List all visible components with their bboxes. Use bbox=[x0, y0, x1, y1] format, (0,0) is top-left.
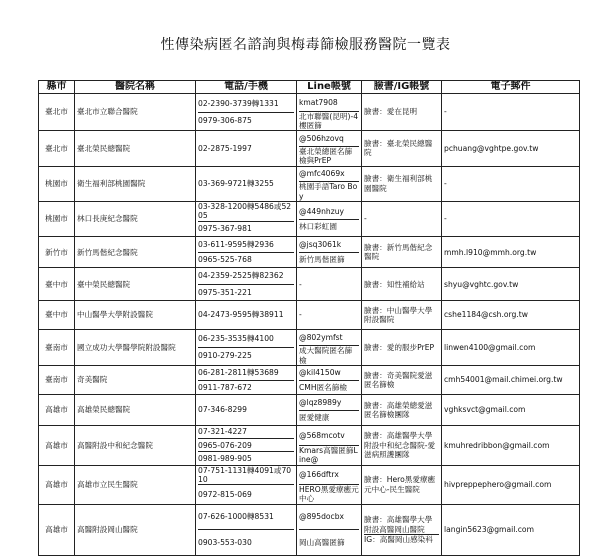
facebook-ig-line: 臉書：Hero黑愛療癒元中心-民生醫院 bbox=[364, 475, 436, 494]
line-account-cell-line: @506hzovq bbox=[299, 133, 344, 143]
facebook-ig-line: - bbox=[364, 214, 367, 224]
line-account-cell bbox=[297, 268, 362, 301]
phone-cell-line: 0981-989-905 bbox=[198, 451, 294, 464]
line-account-cell bbox=[297, 94, 362, 131]
phone-cell-line: 03-328-1200轉5486或5205 bbox=[198, 201, 292, 221]
city-cell: 高雄市 bbox=[39, 465, 75, 504]
table-row bbox=[39, 268, 580, 301]
table-row bbox=[39, 395, 580, 426]
line-account-cell-line: 岡山高醫匿篩 bbox=[299, 529, 359, 555]
line-account-cell bbox=[297, 237, 362, 268]
line-account-cell-line: @kil4150w bbox=[299, 368, 341, 378]
header-hospital: 醫院名稱 bbox=[75, 81, 196, 94]
phone-cell bbox=[196, 301, 297, 330]
hospital-name-cell: 臺北榮民總醫院 bbox=[75, 131, 196, 166]
facebook-ig-line: IG：高醫岡山感染科 bbox=[364, 534, 439, 544]
hospital-table bbox=[38, 80, 580, 556]
city-cell: 臺南市 bbox=[39, 366, 75, 395]
hospital-name-cell: 中山醫學大學附設醫院 bbox=[75, 301, 196, 330]
facebook-ig-line: 臉書：知性補給站 bbox=[364, 279, 425, 289]
line-account-cell-line: @166dftrx bbox=[299, 470, 339, 480]
line-account-cell-line: - bbox=[299, 279, 302, 289]
phone-cell-line: 02-2875-1997 bbox=[198, 143, 252, 153]
line-account-cell bbox=[297, 166, 362, 201]
table-header-row bbox=[39, 81, 580, 94]
hospital-name-cell: 高雄榮民總醫院 bbox=[75, 395, 196, 426]
phone-cell-line: 0979-306-875 bbox=[198, 112, 294, 130]
facebook-ig-cell bbox=[362, 166, 442, 201]
city-cell: 高雄市 bbox=[39, 395, 75, 426]
phone-cell bbox=[196, 329, 297, 365]
line-account-cell-line: Kmars高醫匿篩Line@ bbox=[299, 445, 358, 465]
line-account-cell-line: 桃園手語Taro Boy bbox=[299, 182, 358, 201]
facebook-ig-cell bbox=[362, 366, 442, 395]
phone-cell bbox=[196, 426, 297, 465]
phone-cell-line: 0975-351-221 bbox=[198, 284, 294, 301]
phone-cell bbox=[196, 166, 297, 201]
table-row bbox=[39, 465, 580, 504]
phone-cell-line: 0972-815-069 bbox=[198, 484, 294, 504]
line-account-cell-line: @895docbx bbox=[299, 512, 345, 522]
hospital-name-cell: 國立成功大學醫學院附設醫院 bbox=[75, 329, 196, 365]
email-cell: hivpreppephero@gmail.com bbox=[442, 465, 580, 504]
phone-cell bbox=[196, 201, 297, 236]
header-city: 縣市 bbox=[39, 81, 75, 94]
facebook-ig-cell bbox=[362, 268, 442, 301]
city-cell: 桃園市 bbox=[39, 201, 75, 236]
table-row bbox=[39, 201, 580, 236]
email-cell: mmh.l910@mmh.org.tw bbox=[442, 237, 580, 268]
facebook-ig-cell bbox=[362, 329, 442, 365]
facebook-ig-cell bbox=[362, 237, 442, 268]
facebook-ig-line: 臉書：高雄醫學大學附設高醫岡山醫院 bbox=[364, 515, 433, 534]
hospital-name-cell: 臺中榮民總醫院 bbox=[75, 268, 196, 301]
line-account-cell-line: HERO黑愛療癒元中心 bbox=[299, 485, 359, 504]
table-row bbox=[39, 366, 580, 395]
phone-cell bbox=[196, 395, 297, 426]
email-cell: cmh54001@mail.chimei.org.tw bbox=[442, 366, 580, 395]
hospital-name-cell: 衛生福利部桃園醫院 bbox=[75, 166, 196, 201]
phone-cell bbox=[196, 237, 297, 268]
phone-cell bbox=[196, 465, 297, 504]
facebook-ig-cell bbox=[362, 395, 442, 426]
facebook-ig-line: 臉書：新竹馬偕紀念醫院 bbox=[364, 242, 433, 262]
hospital-name-cell: 林口長庚紀念醫院 bbox=[75, 201, 196, 236]
facebook-ig-line: 臉書：高雄醫學大學附設中和紀念醫院-愛滋病照護團隊 bbox=[364, 431, 436, 459]
hospital-name-cell: 高醫附設岡山醫院 bbox=[75, 504, 196, 555]
table-row bbox=[39, 329, 580, 365]
phone-cell-line: 04-2473-9595轉38911 bbox=[198, 310, 284, 320]
phone-cell-line: 07-321-4227 bbox=[198, 427, 247, 437]
line-account-cell bbox=[297, 465, 362, 504]
facebook-ig-cell bbox=[362, 465, 442, 504]
line-account-cell bbox=[297, 131, 362, 166]
line-account-cell-line: CMH匿名篩檢 bbox=[299, 380, 359, 395]
header-phone: 電話/手機 bbox=[196, 81, 297, 94]
phone-cell-line: 0903-553-030 bbox=[198, 529, 294, 555]
email-cell: linwen4100@gmail.com bbox=[442, 329, 580, 365]
city-cell: 臺北市 bbox=[39, 131, 75, 166]
phone-cell-line: 07-346-8299 bbox=[198, 405, 247, 415]
facebook-ig-line: 臉書：臺北榮民總醫院 bbox=[364, 139, 433, 158]
line-account-cell-line: 臺北榮總匿名篩檢與PrEP bbox=[299, 146, 359, 166]
email-cell: kmuhredribbon@gmail.com bbox=[442, 426, 580, 465]
email-cell: shyu@vghtc.gov.tw bbox=[442, 268, 580, 301]
facebook-ig-line: 臉書：愛在昆明 bbox=[364, 107, 418, 117]
facebook-ig-line: 臉書：高雄榮總愛滋匿名篩檢團隊 bbox=[364, 400, 433, 420]
header-email: 電子郵件 bbox=[442, 81, 580, 94]
email-cell: langin5623@gmail.com bbox=[442, 504, 580, 555]
facebook-ig-cell bbox=[362, 426, 442, 465]
table-row bbox=[39, 131, 580, 166]
city-cell: 臺南市 bbox=[39, 329, 75, 365]
facebook-ig-line: 臉書：奇美醫院愛滋匿名篩檢 bbox=[364, 370, 433, 390]
line-account-cell-line: kmat7908 bbox=[299, 97, 338, 107]
phone-cell bbox=[196, 366, 297, 395]
page-title: 性傳染病匿名諮詢與梅毒篩檢服務醫院一覽表 bbox=[160, 37, 451, 53]
phone-cell bbox=[196, 131, 297, 166]
phone-cell bbox=[196, 94, 297, 131]
phone-cell-line: 07-626-1000轉8531 bbox=[198, 512, 274, 522]
facebook-ig-line: 臉書：中山醫學大學附設醫院 bbox=[364, 305, 433, 324]
table-row bbox=[39, 166, 580, 201]
line-account-cell-line: 新竹馬偕匿篩 bbox=[299, 252, 359, 268]
city-cell: 桃園市 bbox=[39, 166, 75, 201]
phone-cell-line: 03-611-9595轉2936 bbox=[198, 239, 274, 249]
phone-cell-line: 06-281-2811轉53689 bbox=[198, 368, 279, 378]
hospital-name-cell: 高雄市立民生醫院 bbox=[75, 465, 196, 504]
facebook-ig-cell bbox=[362, 94, 442, 131]
phone-cell-line: 0965-076-209 bbox=[198, 438, 294, 451]
facebook-ig-cell bbox=[362, 201, 442, 236]
table-row bbox=[39, 237, 580, 268]
email-cell: - bbox=[442, 201, 580, 236]
phone-cell bbox=[196, 268, 297, 301]
city-cell: 高雄市 bbox=[39, 426, 75, 465]
phone-cell-line: 02-2390-3739轉1331 bbox=[198, 98, 279, 108]
city-cell: 新竹市 bbox=[39, 237, 75, 268]
table-row bbox=[39, 94, 580, 131]
line-account-cell bbox=[297, 426, 362, 465]
phone-cell-line: 0911-787-672 bbox=[198, 380, 294, 395]
line-account-cell-line: - bbox=[299, 310, 302, 320]
email-cell: pchuang@vghtpe.gov.tw bbox=[442, 131, 580, 166]
line-account-cell-line: 成大醫院匿名篩檢 bbox=[299, 345, 359, 365]
line-account-cell-line: @mfc4069x bbox=[299, 169, 345, 179]
phone-cell-line: 06-235-3535轉4100 bbox=[198, 334, 274, 344]
facebook-ig-cell bbox=[362, 131, 442, 166]
hospital-name-cell: 臺北市立聯合醫院 bbox=[75, 94, 196, 131]
phone-cell-line: 0975-367-981 bbox=[198, 221, 294, 237]
city-cell: 臺中市 bbox=[39, 301, 75, 330]
phone-cell-line: 07-751-1131轉4091或7010 bbox=[198, 465, 292, 484]
line-account-cell-line: @802ymfst bbox=[299, 332, 343, 342]
email-cell: - bbox=[442, 166, 580, 201]
phone-cell-line: 0965-525-768 bbox=[198, 252, 294, 268]
hospital-name-cell: 新竹馬偕紀念醫院 bbox=[75, 237, 196, 268]
hospital-name-cell: 高醫附設中和紀念醫院 bbox=[75, 426, 196, 465]
line-account-cell bbox=[297, 329, 362, 365]
line-account-cell-line: @lqz8989y bbox=[299, 397, 342, 407]
city-cell: 臺中市 bbox=[39, 268, 75, 301]
facebook-ig-cell bbox=[362, 301, 442, 330]
line-account-cell-line: 北市聯醫(昆明)-4樓匿篩 bbox=[299, 111, 359, 130]
line-account-cell bbox=[297, 366, 362, 395]
header-facebook-ig: 臉書/IG帳號 bbox=[362, 81, 442, 94]
phone-cell-line: 03-369-9721轉3255 bbox=[198, 179, 274, 189]
table-row bbox=[39, 426, 580, 465]
table-row bbox=[39, 301, 580, 330]
phone-cell-line: 04-2359-2525轉82362 bbox=[198, 271, 284, 281]
email-cell: vghksvct@gmail.com bbox=[442, 395, 580, 426]
line-account-cell bbox=[297, 395, 362, 426]
line-account-cell bbox=[297, 201, 362, 236]
email-cell: cshe1184@csh.org.tw bbox=[442, 301, 580, 330]
hospital-name-cell: 奇美醫院 bbox=[75, 366, 196, 395]
city-cell: 高雄市 bbox=[39, 504, 75, 555]
line-account-cell-line: 林口彩虹園 bbox=[299, 219, 359, 235]
header-line: Line帳號 bbox=[297, 81, 362, 94]
line-account-cell-line: @568mcotv bbox=[299, 430, 345, 440]
facebook-ig-line: 臉書：愛的服步PrEP bbox=[364, 342, 435, 352]
line-account-cell-line: @449nhzuy bbox=[299, 206, 345, 216]
line-account-cell bbox=[297, 301, 362, 330]
line-account-cell-line: 匿愛健康 bbox=[299, 410, 359, 426]
facebook-ig-line: 臉書：衛生福利部桃園醫院 bbox=[364, 174, 433, 193]
phone-cell-line: 0910-279-225 bbox=[198, 347, 294, 364]
city-cell: 臺北市 bbox=[39, 94, 75, 131]
email-cell: - bbox=[442, 94, 580, 131]
line-account-cell-line: @jsq3061k bbox=[299, 239, 342, 249]
